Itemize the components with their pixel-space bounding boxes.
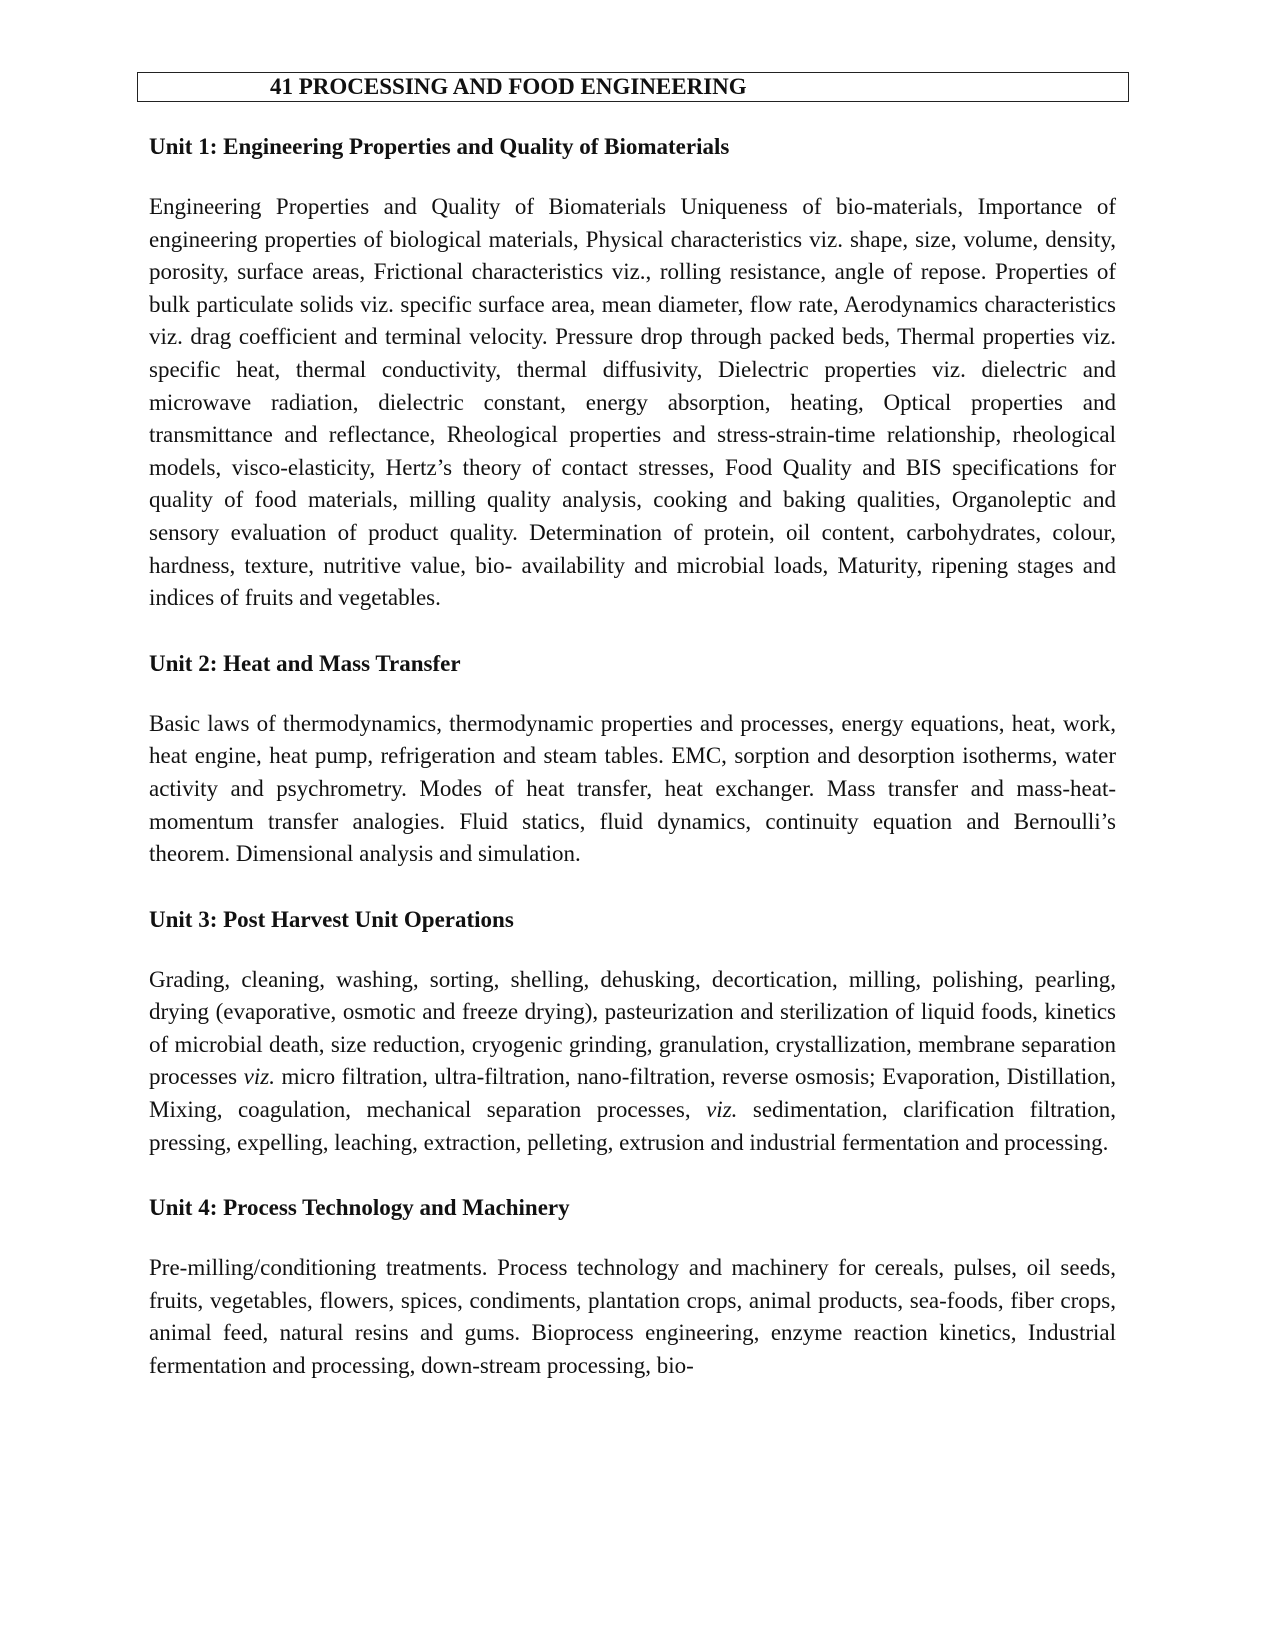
unit-3-section <box>149 904 1116 1160</box>
page-title: 41 PROCESSING AND FOOD ENGINEERING <box>270 74 747 99</box>
unit-3-body-part-1: Grading, cleaning, washing, sorting, shelling, dehusking, decortication, milling, polishing, pearling, drying (evaporative, osmotic and freeze drying), pasteurization and sterilization of liquid foods, kinetics of microbial death, size reduction, cryogenic grinding, granulation, crystallization, membrane separation processes <box>149 966 1116 1090</box>
unit-3-body-part-2: micro filtration, ultra-filtration, nano-filtration, reverse osmosis; Evaporation, Distillation, Mixing, coagulation, mechanical separation processes, <box>149 1064 1117 1123</box>
unit-4-body: Pre-milling/conditioning treatments. Process technology and machinery for cereals, pulses, oil seeds, fruits, vegetables, flowers, spices, condiments, plantation crops, animal products, sea-foods, fiber crops, animal feed, natural resins and gums. Bioprocess engineering, enzyme reaction kinetics, Industrial fermentation and processing, down-stream processing, bio- <box>149 1255 1116 1379</box>
unit-3-viz-2: viz. <box>706 1097 738 1123</box>
unit-1-body: Engineering Properties and Quality of Biomaterials Uniqueness of bio-materials, Importance of engineering properties of biological materials, Physical characteristics viz. shape, size, volume, density, porosity, surface areas, Frictional characteristics viz., rolling resistance, angle of repose. Properties of bulk particulate solids viz. specific surface area, mean diameter, flow rate, Aerodynamics characteristics viz. drag coefficient and terminal velocity. Pressure drop through packed beds, Thermal properties viz. specific heat, thermal conductivity, thermal diffusivity, Dielectric properties viz. dielectric and microwave radiation, dielectric constant, energy absorption, heating, Optical properties and transmittance and reflectance, Rheological properties and stress-strain-time relationship, rheological models, visco-elasticity, Hertz’s theory of contact stresses, Food Quality and BIS specifications for quality of food materials, milling quality analysis, cooking and baking qualities, Organoleptic and sensory evaluation of product quality. Determination of protein, oil content, carbohydrates, colour, hardness, texture, nutritive value, bio- availability and microbial loads, Maturity, ripening stages and indices of fruits and vegetables. <box>149 194 1116 611</box>
title-box <box>137 72 1129 102</box>
unit-1-heading: Unit 1: Engineering Properties and Quality of Biomaterials <box>149 134 730 159</box>
document-body <box>149 131 1116 1383</box>
unit-3-body <box>149 964 1116 1160</box>
unit-4-section <box>149 1192 1116 1382</box>
unit-3-heading: Unit 3: Post Harvest Unit Operations <box>149 906 514 932</box>
unit-3-viz-1: viz. <box>243 1064 275 1090</box>
unit-1-section <box>149 131 1116 615</box>
unit-4-heading: Unit 4: Process Technology and Machinery <box>149 1195 570 1221</box>
unit-2-section <box>149 648 1116 871</box>
unit-3-body-part-3: sedimentation, clarification filtration, pressing, expelling, leaching, extraction, pelleting, extrusion and industrial fermentation and processing. <box>149 1097 1116 1155</box>
unit-2-body: Basic laws of thermodynamics, thermodynamic properties and processes, energy equations, heat, work, heat engine, heat pump, refrigeration and steam tables. EMC, sorption and desorption isotherms, water activity and psychrometry. Modes of heat transfer, heat exchanger. Mass transfer and mass-heat-momentum transfer analogies. Fluid statics, fluid dynamics, continuity equation and Bernoulli’s theorem. Dimensional analysis and simulation. <box>149 710 1116 867</box>
unit-2-heading: Unit 2: Heat and Mass Transfer <box>149 650 461 676</box>
